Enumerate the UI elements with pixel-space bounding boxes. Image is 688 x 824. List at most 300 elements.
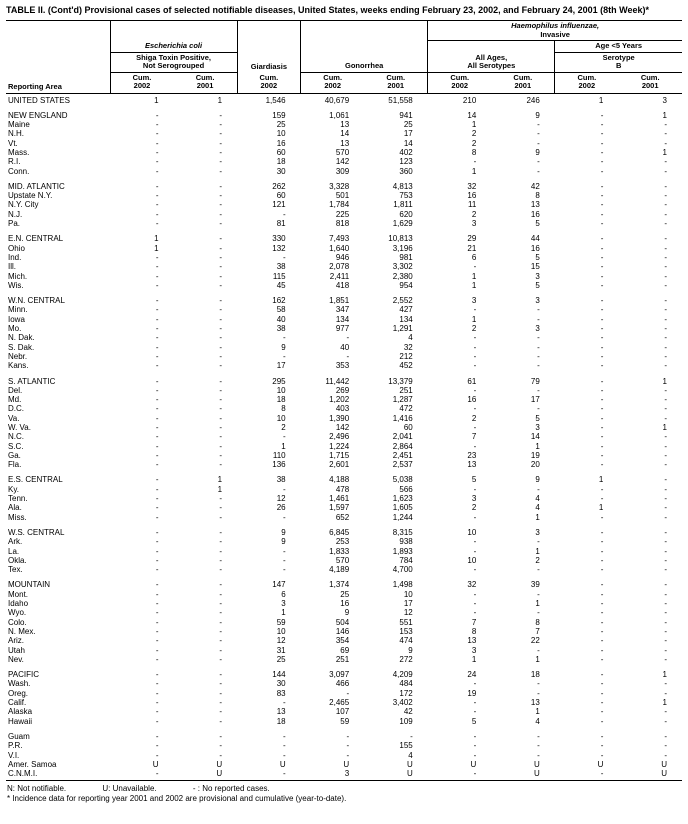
value-cell: - <box>219 654 223 664</box>
value-cell: 3 <box>281 599 286 609</box>
all-ages-line1: All Ages, <box>475 52 508 62</box>
table-row <box>6 414 682 423</box>
value-cell: - <box>219 527 223 537</box>
value-cell: - <box>219 716 223 726</box>
value-cell: - <box>473 589 477 599</box>
value-cell: 1,416 <box>392 413 413 423</box>
year-label: 2001 <box>387 81 405 90</box>
value-cell: 17 <box>403 599 413 609</box>
value-cell: - <box>664 404 667 414</box>
table-row <box>6 129 682 138</box>
value-cell: - <box>346 741 350 751</box>
value-cell: U <box>406 769 413 779</box>
value-cell: - <box>664 120 667 130</box>
value-cell: 8 <box>535 191 540 201</box>
value-cell: 3 <box>662 95 667 105</box>
value-cell: 1 <box>281 441 286 451</box>
value-cell: 10 <box>276 129 286 139</box>
value-cell: 1 <box>471 271 477 281</box>
value-cell: - <box>473 608 477 618</box>
table-row <box>6 120 682 129</box>
reporting-area-cell: Ohio <box>8 243 25 253</box>
value-cell: - <box>155 280 159 290</box>
table-row <box>6 485 682 494</box>
value-cell: - <box>219 404 223 414</box>
value-cell: 3,196 <box>392 243 413 253</box>
value-cell: - <box>600 636 604 646</box>
value-cell: - <box>537 351 540 361</box>
value-cell: 3 <box>535 324 540 334</box>
value-cell: 109 <box>399 716 413 726</box>
value-cell: 403 <box>335 404 350 414</box>
value-cell: 16 <box>530 243 540 253</box>
value-cell: - <box>600 670 604 680</box>
value-cell: - <box>219 512 223 522</box>
value-cell: - <box>600 404 604 414</box>
value-cell: 17 <box>276 361 286 371</box>
value-cell: 1 <box>281 608 286 618</box>
value-cell: - <box>664 555 667 565</box>
table-row <box>6 760 682 769</box>
value-cell: 1,287 <box>392 395 413 405</box>
value-cell: - <box>600 512 604 522</box>
value-cell: - <box>155 707 159 717</box>
cum-label: Cum. <box>513 72 533 82</box>
value-cell: 32 <box>467 580 477 590</box>
value-cell: - <box>219 626 223 636</box>
value-cell: - <box>282 512 286 522</box>
table-row <box>6 272 682 281</box>
value-cell: 3 <box>535 527 540 537</box>
reporting-area-cell: Calif. <box>8 698 27 708</box>
value-cell: 652 <box>335 512 350 522</box>
table-row <box>6 469 682 484</box>
table-row <box>6 689 682 698</box>
value-cell: 42 <box>530 181 540 191</box>
table-row <box>6 707 682 716</box>
value-cell: 11 <box>467 200 477 210</box>
value-cell: 5,038 <box>392 475 413 485</box>
value-cell: - <box>537 342 540 352</box>
table-row <box>6 167 682 176</box>
reporting-area-cell: Utah <box>8 645 25 655</box>
value-cell: - <box>473 512 477 522</box>
value-cell: - <box>219 181 223 191</box>
value-cell: U <box>343 759 350 769</box>
value-cell: 5 <box>535 219 540 229</box>
value-cell: 3 <box>471 219 477 229</box>
value-cell: 69 <box>340 645 350 655</box>
table-row <box>6 646 682 655</box>
value-cell: - <box>664 314 667 324</box>
value-cell: - <box>664 494 667 504</box>
value-cell: 134 <box>335 314 350 324</box>
value-cell: - <box>155 441 159 451</box>
value-cell: 162 <box>272 296 286 306</box>
value-cell: - <box>155 636 159 646</box>
table-row <box>6 599 682 608</box>
value-cell: 9 <box>535 110 540 120</box>
value-cell: - <box>219 209 223 219</box>
value-cell: - <box>282 484 286 494</box>
value-cell: 427 <box>399 305 413 315</box>
value-cell: - <box>664 475 667 485</box>
reporting-area-cell: Colo. <box>8 617 27 627</box>
value-cell: 246 <box>526 95 540 105</box>
value-cell: - <box>600 120 604 130</box>
value-cell: - <box>473 741 477 751</box>
value-cell: - <box>219 670 223 680</box>
value-cell: U <box>534 769 540 779</box>
year-label: 2001 <box>514 81 532 90</box>
serotype-line2: B <box>615 61 622 70</box>
table-row <box>6 460 682 469</box>
value-cell: - <box>664 608 667 618</box>
table-row <box>6 315 682 324</box>
value-cell: 5 <box>471 475 477 485</box>
value-cell: - <box>219 271 223 281</box>
value-cell: 3 <box>535 423 540 432</box>
value-cell: 1 <box>154 243 159 253</box>
table-row <box>6 343 682 352</box>
value-cell: 13 <box>276 707 286 717</box>
value-cell: - <box>155 252 159 262</box>
reporting-area-cell: Iowa <box>8 314 25 324</box>
value-cell: - <box>155 200 159 210</box>
reporting-area-cell: Ala. <box>8 503 22 513</box>
value-cell: - <box>155 191 159 201</box>
value-cell: - <box>664 450 667 460</box>
value-cell: 16 <box>340 599 350 609</box>
value-cell: - <box>537 537 540 547</box>
value-cell: 83 <box>276 688 286 698</box>
table-row <box>6 627 682 636</box>
value-cell: - <box>282 565 286 575</box>
reporting-area-cell: Kans. <box>8 361 29 371</box>
value-cell: - <box>600 565 604 575</box>
reporting-area-cell: Ariz. <box>8 636 24 646</box>
giardiasis-header: Giardiasis <box>237 52 301 72</box>
value-cell: 155 <box>399 741 413 751</box>
reporting-area-cell: C.N.M.I. <box>8 769 38 779</box>
header-spacer <box>301 41 428 53</box>
value-cell: 2 <box>471 138 477 148</box>
value-cell: - <box>219 580 223 590</box>
table-row <box>6 503 682 512</box>
value-cell: U <box>279 759 286 769</box>
value-cell: 253 <box>335 537 350 547</box>
value-cell: - <box>155 599 159 609</box>
value-cell: 941 <box>399 110 413 120</box>
value-cell: - <box>664 679 667 689</box>
value-cell: - <box>664 243 667 253</box>
value-cell: - <box>155 698 159 708</box>
value-cell: 9 <box>344 608 350 618</box>
value-cell: 360 <box>399 166 413 176</box>
value-cell: 107 <box>335 707 350 717</box>
value-cell: 3,402 <box>392 698 413 708</box>
value-cell: 132 <box>272 243 286 253</box>
value-cell: - <box>282 750 286 760</box>
reporting-area-cell: Alaska <box>8 707 33 717</box>
value-cell: 1,498 <box>392 580 413 590</box>
value-cell: U <box>406 759 413 769</box>
value-cell: - <box>155 219 159 229</box>
value-cell: 8 <box>471 626 477 636</box>
value-cell: 13,379 <box>388 376 413 386</box>
value-cell: 172 <box>399 688 413 698</box>
value-cell: - <box>282 546 286 556</box>
column-header-cum-9 <box>618 72 682 93</box>
value-cell: - <box>537 589 540 599</box>
value-cell: - <box>155 209 159 219</box>
value-cell: 60 <box>276 147 286 157</box>
column-header-cum-5 <box>364 72 428 93</box>
value-cell: 551 <box>399 617 413 627</box>
value-cell: 12 <box>276 494 286 504</box>
value-cell: 142 <box>335 157 350 167</box>
table-row <box>6 741 682 750</box>
value-cell: 272 <box>399 654 413 664</box>
value-cell: - <box>664 599 667 609</box>
value-cell: - <box>282 698 286 708</box>
value-cell: - <box>155 361 159 371</box>
value-cell: 3,302 <box>392 262 413 272</box>
value-cell: - <box>155 716 159 726</box>
value-cell: - <box>600 707 604 717</box>
value-cell: - <box>664 537 667 547</box>
value-cell: 2,537 <box>392 460 413 470</box>
value-cell: - <box>219 432 223 442</box>
value-cell: - <box>537 741 540 751</box>
value-cell: 5 <box>535 252 540 262</box>
value-cell: - <box>600 324 604 334</box>
value-cell: 1 <box>662 376 667 386</box>
value-cell: 60 <box>403 423 413 432</box>
value-cell: - <box>600 342 604 352</box>
reporting-area-cell: MOUNTAIN <box>8 580 51 590</box>
value-cell: - <box>219 565 223 575</box>
table-row <box>6 139 682 148</box>
value-cell: - <box>600 333 604 343</box>
reporting-area-cell: E.S. CENTRAL <box>8 475 63 485</box>
reporting-area-cell: Wyo. <box>8 608 27 618</box>
value-cell: 9 <box>408 645 413 655</box>
cum-label: Cum. <box>323 72 343 82</box>
value-cell: 2,078 <box>329 262 350 272</box>
value-cell: - <box>473 546 477 556</box>
value-cell: - <box>664 138 667 148</box>
value-cell: - <box>219 546 223 556</box>
value-cell: - <box>282 731 286 741</box>
reporting-area-cell: Ark. <box>8 537 23 547</box>
value-cell: - <box>600 219 604 229</box>
value-cell: - <box>219 305 223 315</box>
value-cell: 3 <box>344 769 350 779</box>
value-cell: - <box>219 617 223 627</box>
column-header-cum-7 <box>491 72 555 93</box>
table-row <box>6 698 682 707</box>
value-cell: - <box>600 716 604 726</box>
value-cell: - <box>600 608 604 618</box>
header-spacer <box>428 41 555 53</box>
value-cell: 79 <box>530 376 540 386</box>
value-cell: U <box>597 759 604 769</box>
value-cell: - <box>219 537 223 547</box>
table-row <box>6 200 682 209</box>
header-spacer <box>110 21 237 41</box>
value-cell: 1,597 <box>329 503 350 513</box>
reporting-area-cell: Idaho <box>8 599 29 609</box>
table-row <box>6 451 682 460</box>
reporting-area-cell: Amer. Samoa <box>8 759 57 769</box>
value-cell: 38 <box>276 324 286 334</box>
value-cell: - <box>600 166 604 176</box>
reporting-area-cell: UNITED STATES <box>8 95 70 105</box>
value-cell: - <box>155 271 159 281</box>
reporting-area-cell: N. Dak. <box>8 333 35 343</box>
value-cell: - <box>219 750 223 760</box>
value-cell: - <box>600 750 604 760</box>
table-row <box>6 679 682 688</box>
value-cell: - <box>219 110 223 120</box>
reporting-area-cell: R.I. <box>8 157 21 167</box>
value-cell: - <box>664 305 667 315</box>
value-cell: - <box>664 645 667 655</box>
value-cell: 5 <box>535 280 540 290</box>
value-cell: - <box>282 769 286 779</box>
value-cell: - <box>664 413 667 423</box>
value-cell: - <box>473 565 477 575</box>
value-cell: 26 <box>276 503 286 513</box>
value-cell: - <box>219 679 223 689</box>
value-cell: 16 <box>530 209 540 219</box>
value-cell: - <box>473 731 477 741</box>
value-cell: 40 <box>340 342 350 352</box>
value-cell: 753 <box>399 191 413 201</box>
value-cell: - <box>346 750 350 760</box>
value-cell: 1 <box>535 441 540 451</box>
table-row <box>6 352 682 361</box>
value-cell: - <box>155 385 159 395</box>
value-cell: U <box>661 769 667 779</box>
value-cell: 10,813 <box>388 234 413 244</box>
value-cell: - <box>282 333 286 343</box>
reporting-area-cell: Mass. <box>8 147 30 157</box>
value-cell: - <box>664 333 667 343</box>
value-cell: - <box>219 129 223 139</box>
table-row <box>6 305 682 314</box>
value-cell: - <box>600 546 604 556</box>
value-cell: - <box>473 441 477 451</box>
value-cell: 20 <box>530 460 540 470</box>
value-cell: 2,496 <box>329 432 350 442</box>
value-cell: 330 <box>272 234 286 244</box>
value-cell: - <box>346 333 350 343</box>
value-cell: - <box>219 599 223 609</box>
value-cell: 1 <box>471 280 477 290</box>
value-cell: 1 <box>535 707 540 717</box>
table-row <box>6 148 682 157</box>
value-cell: - <box>155 333 159 343</box>
cum-label: Cum. <box>577 72 597 82</box>
value-cell: - <box>664 191 667 201</box>
value-cell: 2,601 <box>329 460 350 470</box>
value-cell: 478 <box>335 484 350 494</box>
reporting-area-cell: Md. <box>8 395 22 405</box>
value-cell: 18 <box>276 157 286 167</box>
table-row <box>6 726 682 741</box>
footnote-not-notifiable: N: Not notifiable. <box>7 784 67 794</box>
value-cell: - <box>155 413 159 423</box>
value-cell: 354 <box>335 636 350 646</box>
value-cell: 19 <box>530 450 540 460</box>
value-cell: 3 <box>471 645 477 655</box>
value-cell: 16 <box>467 191 477 201</box>
value-cell: 59 <box>276 617 286 627</box>
value-cell: - <box>219 395 223 405</box>
value-cell: - <box>219 376 223 386</box>
value-cell: - <box>219 166 223 176</box>
value-cell: - <box>537 385 540 395</box>
value-cell: - <box>600 351 604 361</box>
value-cell: - <box>537 305 540 315</box>
value-cell: - <box>600 626 604 636</box>
value-cell: - <box>155 679 159 689</box>
value-cell: 18 <box>276 395 286 405</box>
value-cell: - <box>282 351 286 361</box>
value-cell: 1 <box>217 475 223 485</box>
reporting-area-cell: P.R. <box>8 741 23 751</box>
value-cell: - <box>664 512 667 522</box>
value-cell: - <box>219 423 223 432</box>
value-cell: 9 <box>281 342 286 352</box>
value-cell: - <box>155 670 159 680</box>
value-cell: 10 <box>403 589 413 599</box>
reporting-area-cell: N. Mex. <box>8 626 36 636</box>
value-cell: - <box>219 234 223 244</box>
value-cell: - <box>219 138 223 148</box>
reporting-area-cell: N.Y. City <box>8 200 39 210</box>
value-cell: 142 <box>335 423 350 432</box>
value-cell: 38 <box>276 262 286 272</box>
value-cell: - <box>664 716 667 726</box>
value-cell: 5 <box>471 716 477 726</box>
value-cell: 24 <box>467 670 477 680</box>
value-cell: 12 <box>403 608 413 618</box>
value-cell: - <box>155 503 159 513</box>
value-cell: - <box>600 157 604 167</box>
table-row <box>6 404 682 413</box>
value-cell: 11,442 <box>325 376 350 386</box>
value-cell: - <box>473 698 477 708</box>
value-cell: 10 <box>467 527 477 537</box>
value-cell: 30 <box>276 166 286 176</box>
value-cell: 10 <box>276 626 286 636</box>
table-row <box>6 253 682 262</box>
value-cell: 159 <box>272 110 286 120</box>
value-cell: - <box>219 450 223 460</box>
header-spacer <box>301 21 428 41</box>
value-cell: 4,700 <box>392 565 413 575</box>
value-cell: 251 <box>399 385 413 395</box>
value-cell: - <box>600 537 604 547</box>
value-cell: 1 <box>471 166 477 176</box>
value-cell: 8,315 <box>392 527 413 537</box>
value-cell: - <box>282 555 286 565</box>
footnote-legend-row <box>7 784 682 794</box>
value-cell: 1 <box>535 654 540 664</box>
